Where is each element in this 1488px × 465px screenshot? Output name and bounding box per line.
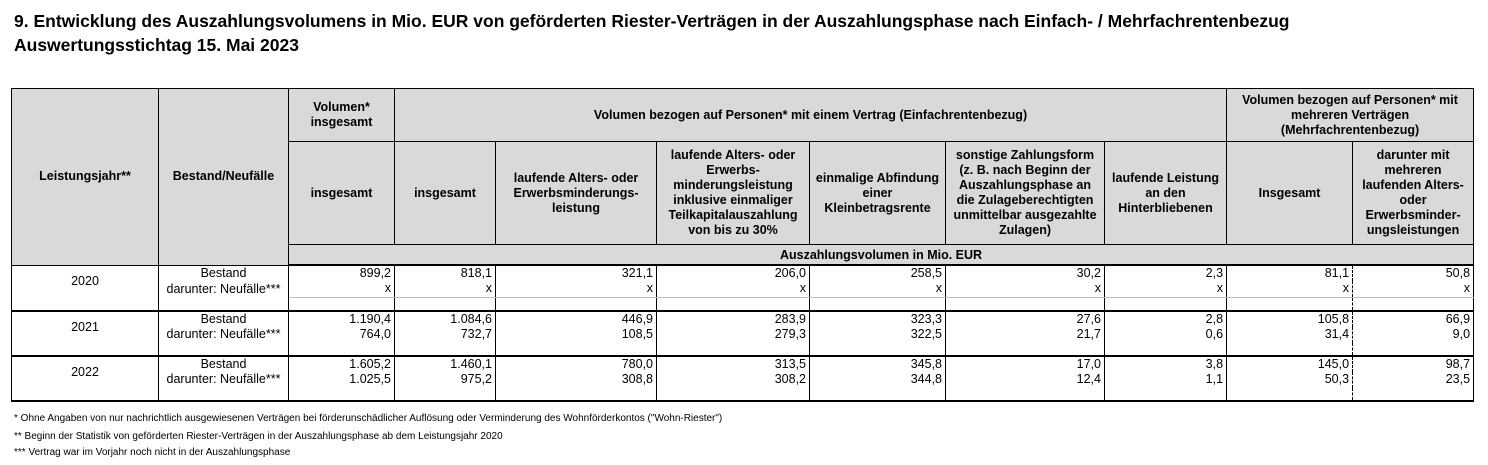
value-cell: 1,1: [1105, 372, 1227, 388]
value-cell: 1.460,1: [395, 356, 496, 372]
value-cell: 1.084,6: [395, 311, 496, 327]
value-cell: x: [289, 281, 395, 297]
header-col-hinterbliebene: laufende Leistung an den Hinterbliebenen: [1105, 142, 1227, 245]
value-cell: 308,2: [657, 372, 810, 388]
header-col-mehrfach-darunter: darunter mit mehreren laufenden Alters- oder Erwerbsminder-ungsleistungen: [1353, 142, 1474, 245]
value-cell: 322,5: [810, 327, 946, 343]
value-cell: 1.025,5: [289, 372, 395, 388]
value-cell: 446,9: [496, 311, 657, 327]
value-cell: 279,3: [657, 327, 810, 343]
value-cell: 818,1: [395, 265, 496, 281]
value-cell: x: [1227, 281, 1353, 297]
table-row: [12, 356, 1474, 372]
value-cell: 81,1: [1324, 266, 1350, 280]
value-cell: 30,2: [946, 265, 1105, 281]
value-cell: 206,0: [657, 265, 810, 281]
table-row: [12, 311, 1474, 327]
value-cell: 1.190,4: [289, 311, 395, 327]
value-cell: 764,0: [289, 327, 395, 343]
header-einfachrentenbezug: Volumen bezogen auf Personen* mit einem Vertrag (Einfachrentenbezug): [395, 89, 1227, 142]
value-cell: 323,3: [810, 311, 946, 327]
row-label-neufaelle: darunter: Neufälle***: [159, 281, 289, 297]
footnote-1: * Ohne Angaben von nur nachrichtlich ausgewiesenen Verträgen bei förderunschädlicher Auflösung oder Verminderung des Wohnförderkontos ("Wohn-Riester"): [14, 413, 723, 424]
header-col-sonstige: sonstige Zahlungsform (z. B. nach Beginn der Auszahlungsphase an die Zulageberechtigten unmittelbar ausgezahlte Zulagen): [946, 142, 1105, 245]
value-cell: 258,5: [810, 265, 946, 281]
value-cell: 2,8: [1105, 311, 1227, 327]
header-leistungsjahr: Leistungsjahr**: [12, 89, 159, 266]
value-cell: 66,9: [1353, 311, 1474, 327]
title-line-1: 9. Entwicklung des Auszahlungsvolumens in Mio. EUR von geförderten Riester-Verträgen in der Auszahlungsphase nach Einfach- / Mehrfachrentenbezug: [14, 11, 1290, 31]
value-cell: 3,8: [1105, 356, 1227, 372]
value-cell: 780,0: [496, 356, 657, 372]
year-cell: 2020: [12, 265, 159, 297]
row-label-bestand: Bestand: [159, 356, 289, 372]
value-cell: 321,1: [496, 265, 657, 281]
value-cell: 21,7: [946, 327, 1105, 343]
value-cell: 9,0: [1353, 327, 1474, 343]
header-volumen-insgesamt: Volumen* insgesamt: [289, 89, 395, 142]
header-col-insgesamt-total: insgesamt: [289, 142, 395, 245]
header-mehrfachrentenbezug: Volumen bezogen auf Personen* mit mehreren Verträgen (Mehrfachrentenbezug): [1227, 89, 1474, 142]
value-cell: 31,4: [1324, 327, 1350, 341]
header-col-abfindung: einmalige Abfindung einer Kleinbetragsrente: [810, 142, 946, 245]
value-cell: 105,8: [1227, 311, 1353, 327]
value-cell: 50,8: [1353, 265, 1474, 281]
row-label-bestand: Bestand: [159, 311, 289, 327]
value-cell: 17,0: [946, 356, 1105, 372]
row-label-neufaelle: darunter: Neufälle***: [159, 327, 289, 343]
value-cell: x: [657, 281, 810, 297]
value-cell: x: [496, 281, 657, 297]
value-cell: 27,6: [946, 311, 1105, 327]
value-cell: x: [395, 281, 496, 297]
header-bestand-neufaelle: Bestand/Neufälle: [159, 89, 289, 266]
value-cell: 899,2: [289, 265, 395, 281]
year-cell: 2021: [12, 311, 159, 343]
value-cell: 308,8: [496, 372, 657, 388]
title-line-2: Auswertungsstichtag 15. Mai 2023: [14, 35, 299, 55]
value-cell: 1.605,2: [289, 356, 395, 372]
data-table: [11, 88, 1474, 402]
table-row: [12, 281, 1474, 297]
table-row: [12, 265, 1474, 281]
value-cell: 12,4: [946, 372, 1105, 388]
footnote-2: ** Beginn der Statistik von geförderten Riester-Verträgen in der Auszahlungsphase ab dem Leistungsjahr 2020: [14, 431, 503, 442]
value-cell: x: [1105, 281, 1227, 297]
value-cell: 0,6: [1105, 327, 1227, 343]
row-label-bestand: Bestand: [159, 265, 289, 281]
value-cell: x: [1353, 281, 1474, 297]
value-cell: 345,8: [810, 356, 946, 372]
header-col-laufende-teilkapital: laufende Alters- oder Erwerbs-minderungsleistung inklusive einmaliger Teilkapitalauszahlung von bis zu 30%: [657, 142, 810, 245]
footnote-3: *** Vertrag war im Vorjahr noch nicht in der Auszahlungsphase: [14, 447, 291, 458]
value-cell: 50,3: [1324, 372, 1350, 386]
report-title: [14, 9, 1289, 57]
value-cell: 283,9: [657, 311, 810, 327]
year-cell: 2022: [12, 356, 159, 388]
value-cell: 2,3: [1105, 265, 1227, 281]
value-cell: 975,2: [395, 372, 496, 388]
header-col-laufende: laufende Alters- oder Erwerbsminderungs-leistung: [496, 142, 657, 245]
value-cell: 344,8: [810, 372, 946, 388]
value-cell: 313,5: [657, 356, 810, 372]
value-cell: 108,5: [496, 327, 657, 343]
value-cell: 732,7: [395, 327, 496, 343]
value-cell: 23,5: [1353, 372, 1474, 388]
value-cell: x: [810, 281, 946, 297]
table-row: [12, 372, 1474, 388]
value-cell: 145,0: [1227, 356, 1353, 372]
header-unit: Auszahlungsvolumen in Mio. EUR: [289, 245, 1474, 266]
row-label-neufaelle: darunter: Neufälle***: [159, 372, 289, 388]
value-cell: 98,7: [1353, 356, 1474, 372]
header-col-insgesamt-einfach: insgesamt: [395, 142, 496, 245]
table-row: [12, 327, 1474, 343]
value-cell: x: [946, 281, 1105, 297]
header-col-mehrfach-insgesamt: Insgesamt: [1227, 142, 1353, 245]
